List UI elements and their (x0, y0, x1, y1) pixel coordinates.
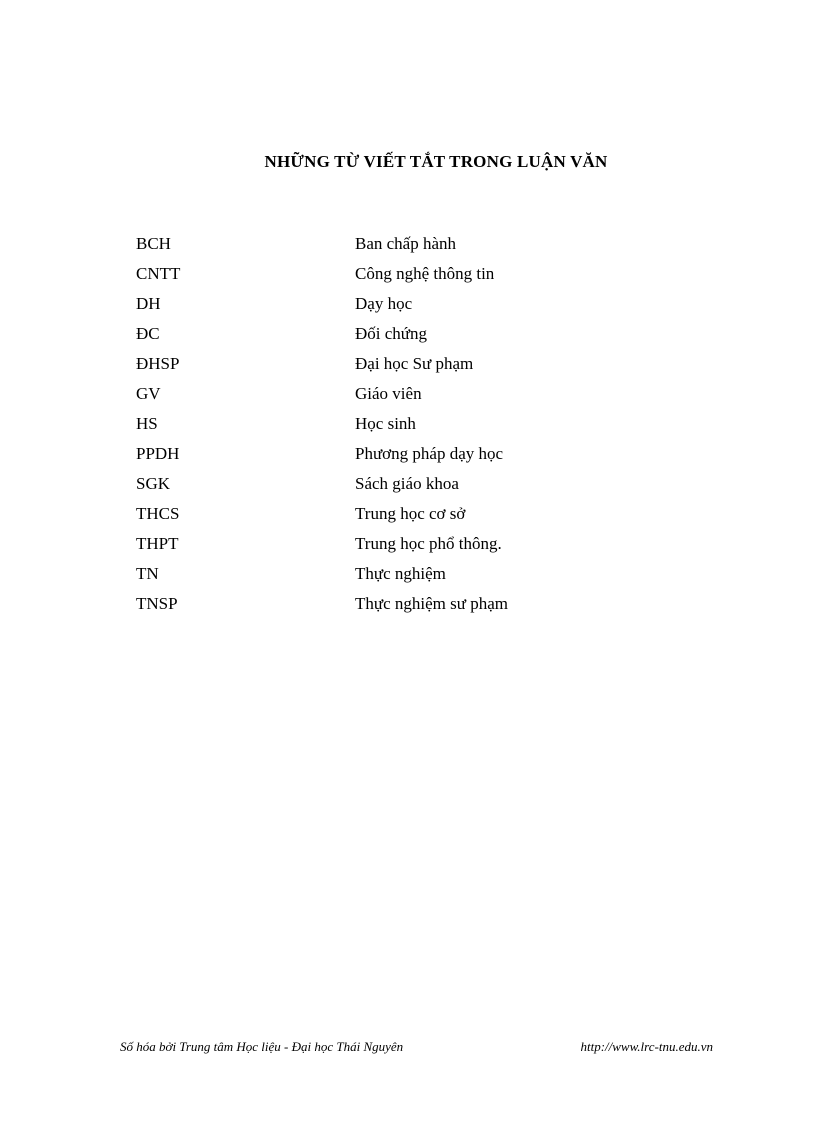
footer-source-text: Số hóa bởi Trung tâm Học liệu - Đại học Thái Nguyên (120, 1039, 404, 1054)
abbreviation-row (136, 439, 696, 469)
abbreviation-row (136, 469, 696, 499)
abbreviation-list (136, 229, 696, 619)
abbreviation-meaning: Trung học phổ thông. (355, 534, 502, 553)
abbreviation-term: DH (136, 294, 161, 313)
abbreviation-term: TNSP (136, 594, 178, 613)
abbreviation-meaning: Thực nghiệm sư phạm (355, 594, 508, 613)
abbreviation-row (136, 379, 696, 409)
abbreviation-meaning: Đối chứng (355, 324, 428, 343)
abbreviation-meaning: Đại học Sư phạm (355, 354, 474, 373)
abbreviation-meaning: Phương pháp dạy học (355, 444, 504, 463)
abbreviation-row (136, 289, 696, 319)
abbreviation-meaning: Dạy học (355, 294, 413, 313)
abbreviation-term: BCH (136, 234, 171, 253)
abbreviation-meaning: Trung học cơ sở (355, 504, 466, 523)
abbreviation-row (136, 409, 696, 439)
abbreviation-term: ĐHSP (136, 354, 180, 373)
abbreviation-meaning: Sách giáo khoa (355, 474, 459, 493)
abbreviation-row (136, 229, 696, 259)
abbreviation-term: CNTT (136, 264, 181, 283)
abbreviation-row (136, 259, 696, 289)
page-title: NHỮNG TỪ VIẾT TẮT TRONG LUẬN VĂN (264, 152, 608, 171)
abbreviation-row (136, 349, 696, 379)
abbreviation-term: THCS (136, 504, 180, 523)
abbreviation-term: TN (136, 564, 159, 583)
abbreviation-term: SGK (136, 474, 171, 493)
abbreviation-term: ĐC (136, 324, 160, 343)
abbreviation-term: THPT (136, 534, 179, 553)
abbreviation-meaning: Công nghệ thông tin (355, 264, 495, 283)
abbreviation-meaning: Ban chấp hành (355, 234, 457, 253)
abbreviation-row (136, 319, 696, 349)
abbreviation-meaning: Học sinh (355, 414, 416, 433)
abbreviation-meaning: Giáo viên (355, 384, 422, 403)
abbreviation-row (136, 529, 696, 559)
abbreviation-row (136, 499, 696, 529)
abbreviation-meaning: Thực nghiệm (355, 564, 446, 583)
abbreviation-term: GV (136, 384, 161, 403)
abbreviation-term: PPDH (136, 444, 180, 463)
abbreviation-term: HS (136, 414, 158, 433)
abbreviation-row (136, 589, 696, 619)
abbreviation-row (136, 559, 696, 589)
footer-url-text: http://www.lrc-tnu.edu.vn (580, 1039, 713, 1054)
